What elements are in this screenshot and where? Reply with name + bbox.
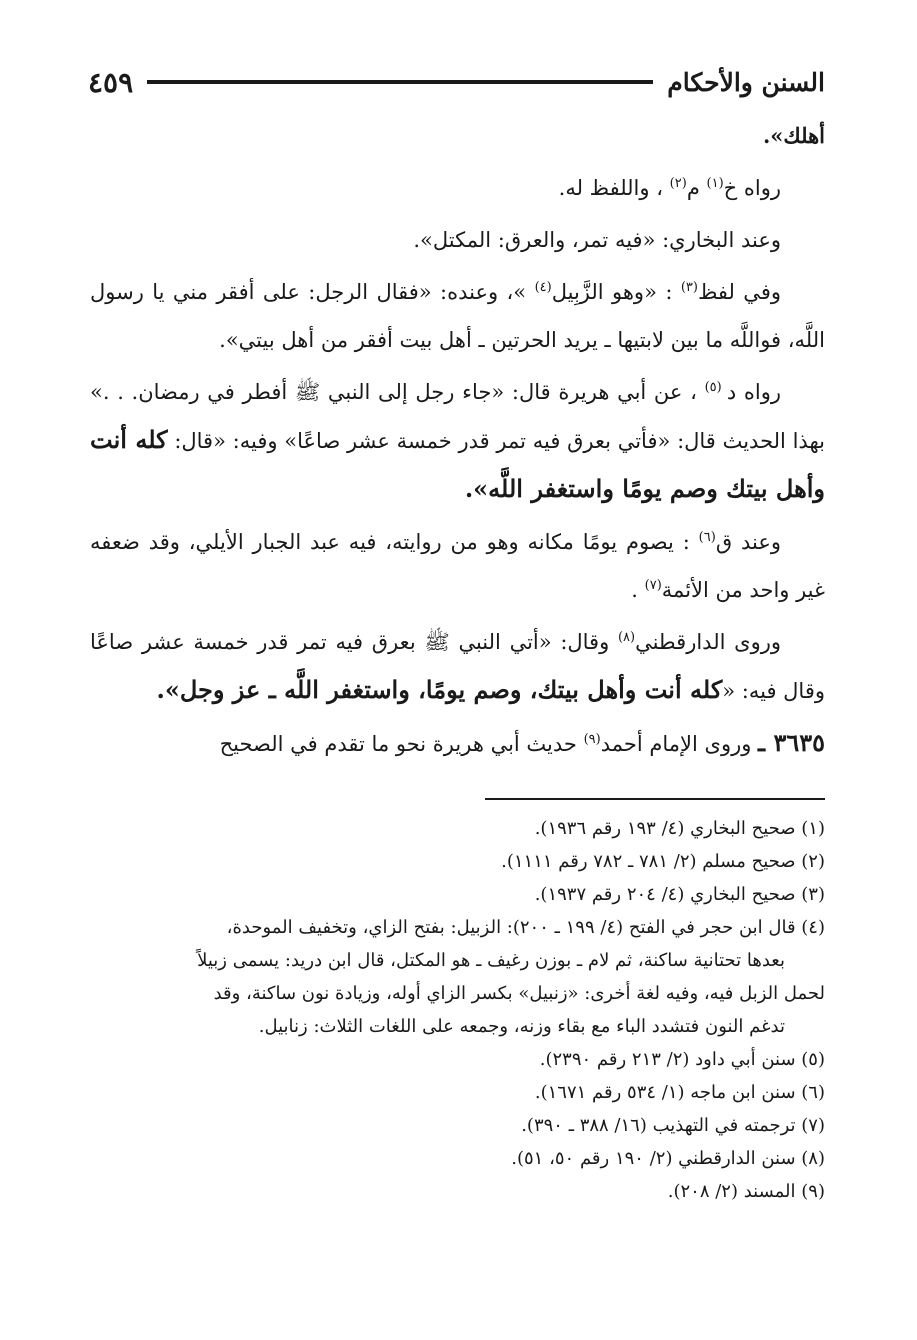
footnote-separator	[485, 798, 825, 800]
footnote-ref-7[interactable]: (٧)	[644, 578, 662, 593]
footnote-4-continued: تدغم النون فتشدد الباء مع بقاء وزنه، وجمعه على اللغات الثلاث: زنابيل.	[258, 1016, 785, 1037]
footnote-ref-9[interactable]: (٩)	[583, 732, 601, 747]
paragraph-4	[90, 268, 825, 364]
footnote-ref-1[interactable]: (١)	[706, 176, 724, 191]
footnotes	[90, 812, 825, 1208]
text-run: : «وهو الزَّبِيل	[551, 280, 681, 304]
page-number: ٤٥٩	[88, 65, 134, 99]
hadith-number: ٣٦٣٥ ـ	[758, 728, 825, 757]
footnote-ref-2[interactable]: (٢)	[669, 176, 687, 191]
footnote-ref-3[interactable]: (٣)	[680, 280, 698, 295]
footnote-1: (١) صحيح البخاري (٤/ ١٩٣ رقم ١٩٣٦).	[534, 818, 825, 839]
text-run: وفي لفظ	[697, 280, 781, 304]
text-run: ، عن أبي هريرة قال: «جاء رجل إلى النبي ﷺ أفطر في رمضان. . .» بهذا الحديث قال: «فأتي بعرق فيه تمر قدر خمسة عشر صاعًا» وفيه: «قال:	[90, 380, 825, 453]
paragraph-6	[90, 518, 825, 614]
footnote-2: (٢) صحيح مسلم (٢/ ٧٨١ ـ ٧٨٢ رقم ١١١١).	[501, 851, 825, 872]
page-header	[88, 62, 825, 102]
paragraph-8	[90, 719, 825, 768]
footnote-ref-4[interactable]: (٤)	[534, 280, 552, 295]
text-run: حديث أبي هريرة نحو ما تقدم في الصحيح	[219, 732, 584, 756]
text-run: رواه خ	[723, 176, 781, 200]
emphasized-quote: كله أنت وأهل بيتك وصم يومًا واستغفر اللَّه».	[90, 425, 825, 503]
footnote-7: (٧) ترجمته في التهذيب (١٦/ ٣٨٨ ـ ٣٩٠).	[521, 1115, 825, 1136]
paragraph-1: أهلك».	[763, 123, 825, 148]
text-run: ، واللفظ له.	[558, 176, 670, 200]
text-run: وروى الإمام أحمد	[600, 732, 759, 756]
text-run: وروى الدارقطني	[635, 630, 782, 654]
main-text	[90, 112, 825, 772]
footnote-ref-6[interactable]: (٦)	[698, 530, 716, 545]
text-run: : يصوم يومًا مكانه وهو من روايته، فيه عبد الجبار الأيلي، وقد ضعفه غير واحد من الأئمة	[90, 530, 825, 602]
text-run: م	[686, 176, 707, 200]
footnote-ref-8[interactable]: (٨)	[617, 630, 636, 645]
text-run: .	[631, 578, 645, 602]
footnote-6: (٦) سنن ابن ماجه (١/ ٥٣٤ رقم ١٦٧١).	[534, 1082, 825, 1103]
text-run: رواه د	[726, 380, 781, 404]
running-title: السنن والأحكام	[667, 67, 825, 97]
footnote-5: (٥) سنن أبي داود (٢/ ٢١٣ رقم ٢٣٩٠).	[539, 1049, 825, 1070]
emphasized-quote: كله أنت وأهل بيتك، وصم يومًا، واستغفر اللَّه ـ عز وجل».	[156, 675, 723, 704]
paragraph-2	[90, 164, 825, 212]
text-run: »، وعنده: «فقال الرجل: على أفقر مني يا رسول اللَّه، فواللَّه ما بين لابتيها ـ يريد الحرتين ـ أهل بيت أفقر من أهل بيتي».	[90, 280, 825, 352]
footnote-8: (٨) سنن الدارقطني (٢/ ١٩٠ رقم ٥٠، ٥١).	[511, 1148, 825, 1169]
paragraph-7	[90, 618, 825, 715]
footnote-3: (٣) صحيح البخاري (٤/ ٢٠٤ رقم ١٩٣٧).	[534, 884, 825, 905]
paragraph-3: وعند البخاري: «فيه تمر، والعرق: المكتل».	[413, 228, 781, 252]
paragraph-5	[90, 368, 825, 514]
footnote-9: (٩) المسند (٢/ ٢٠٨).	[667, 1181, 825, 1202]
footnote-ref-5[interactable]: (٥)	[704, 380, 727, 395]
footnote-4-continued: لحمل الزبل فيه، وفيه لغة أخرى: «زنبيل» بكسر الزاي أوله، وزيادة نون ساكنة، وقد	[213, 983, 825, 1004]
header-rule	[147, 80, 653, 84]
text-run: وعند ق	[715, 530, 782, 554]
text-run: وقال: «أتي النبي ﷺ بعرق فيه تمر قدر خمسة عشر صاعًا وقال فيه: «	[90, 630, 825, 703]
footnote-4: (٤) قال ابن حجر في الفتح (٤/ ١٩٩ ـ ٢٠٠): الزبيل: بفتح الزاي، وتخفيف الموحدة،	[226, 917, 825, 938]
footnote-4-continued: بعدها تحتانية ساكنة، ثم لام ـ بوزن رغيف ـ هو المكتل، قال ابن دريد: يسمى زبيلاً	[197, 950, 785, 971]
